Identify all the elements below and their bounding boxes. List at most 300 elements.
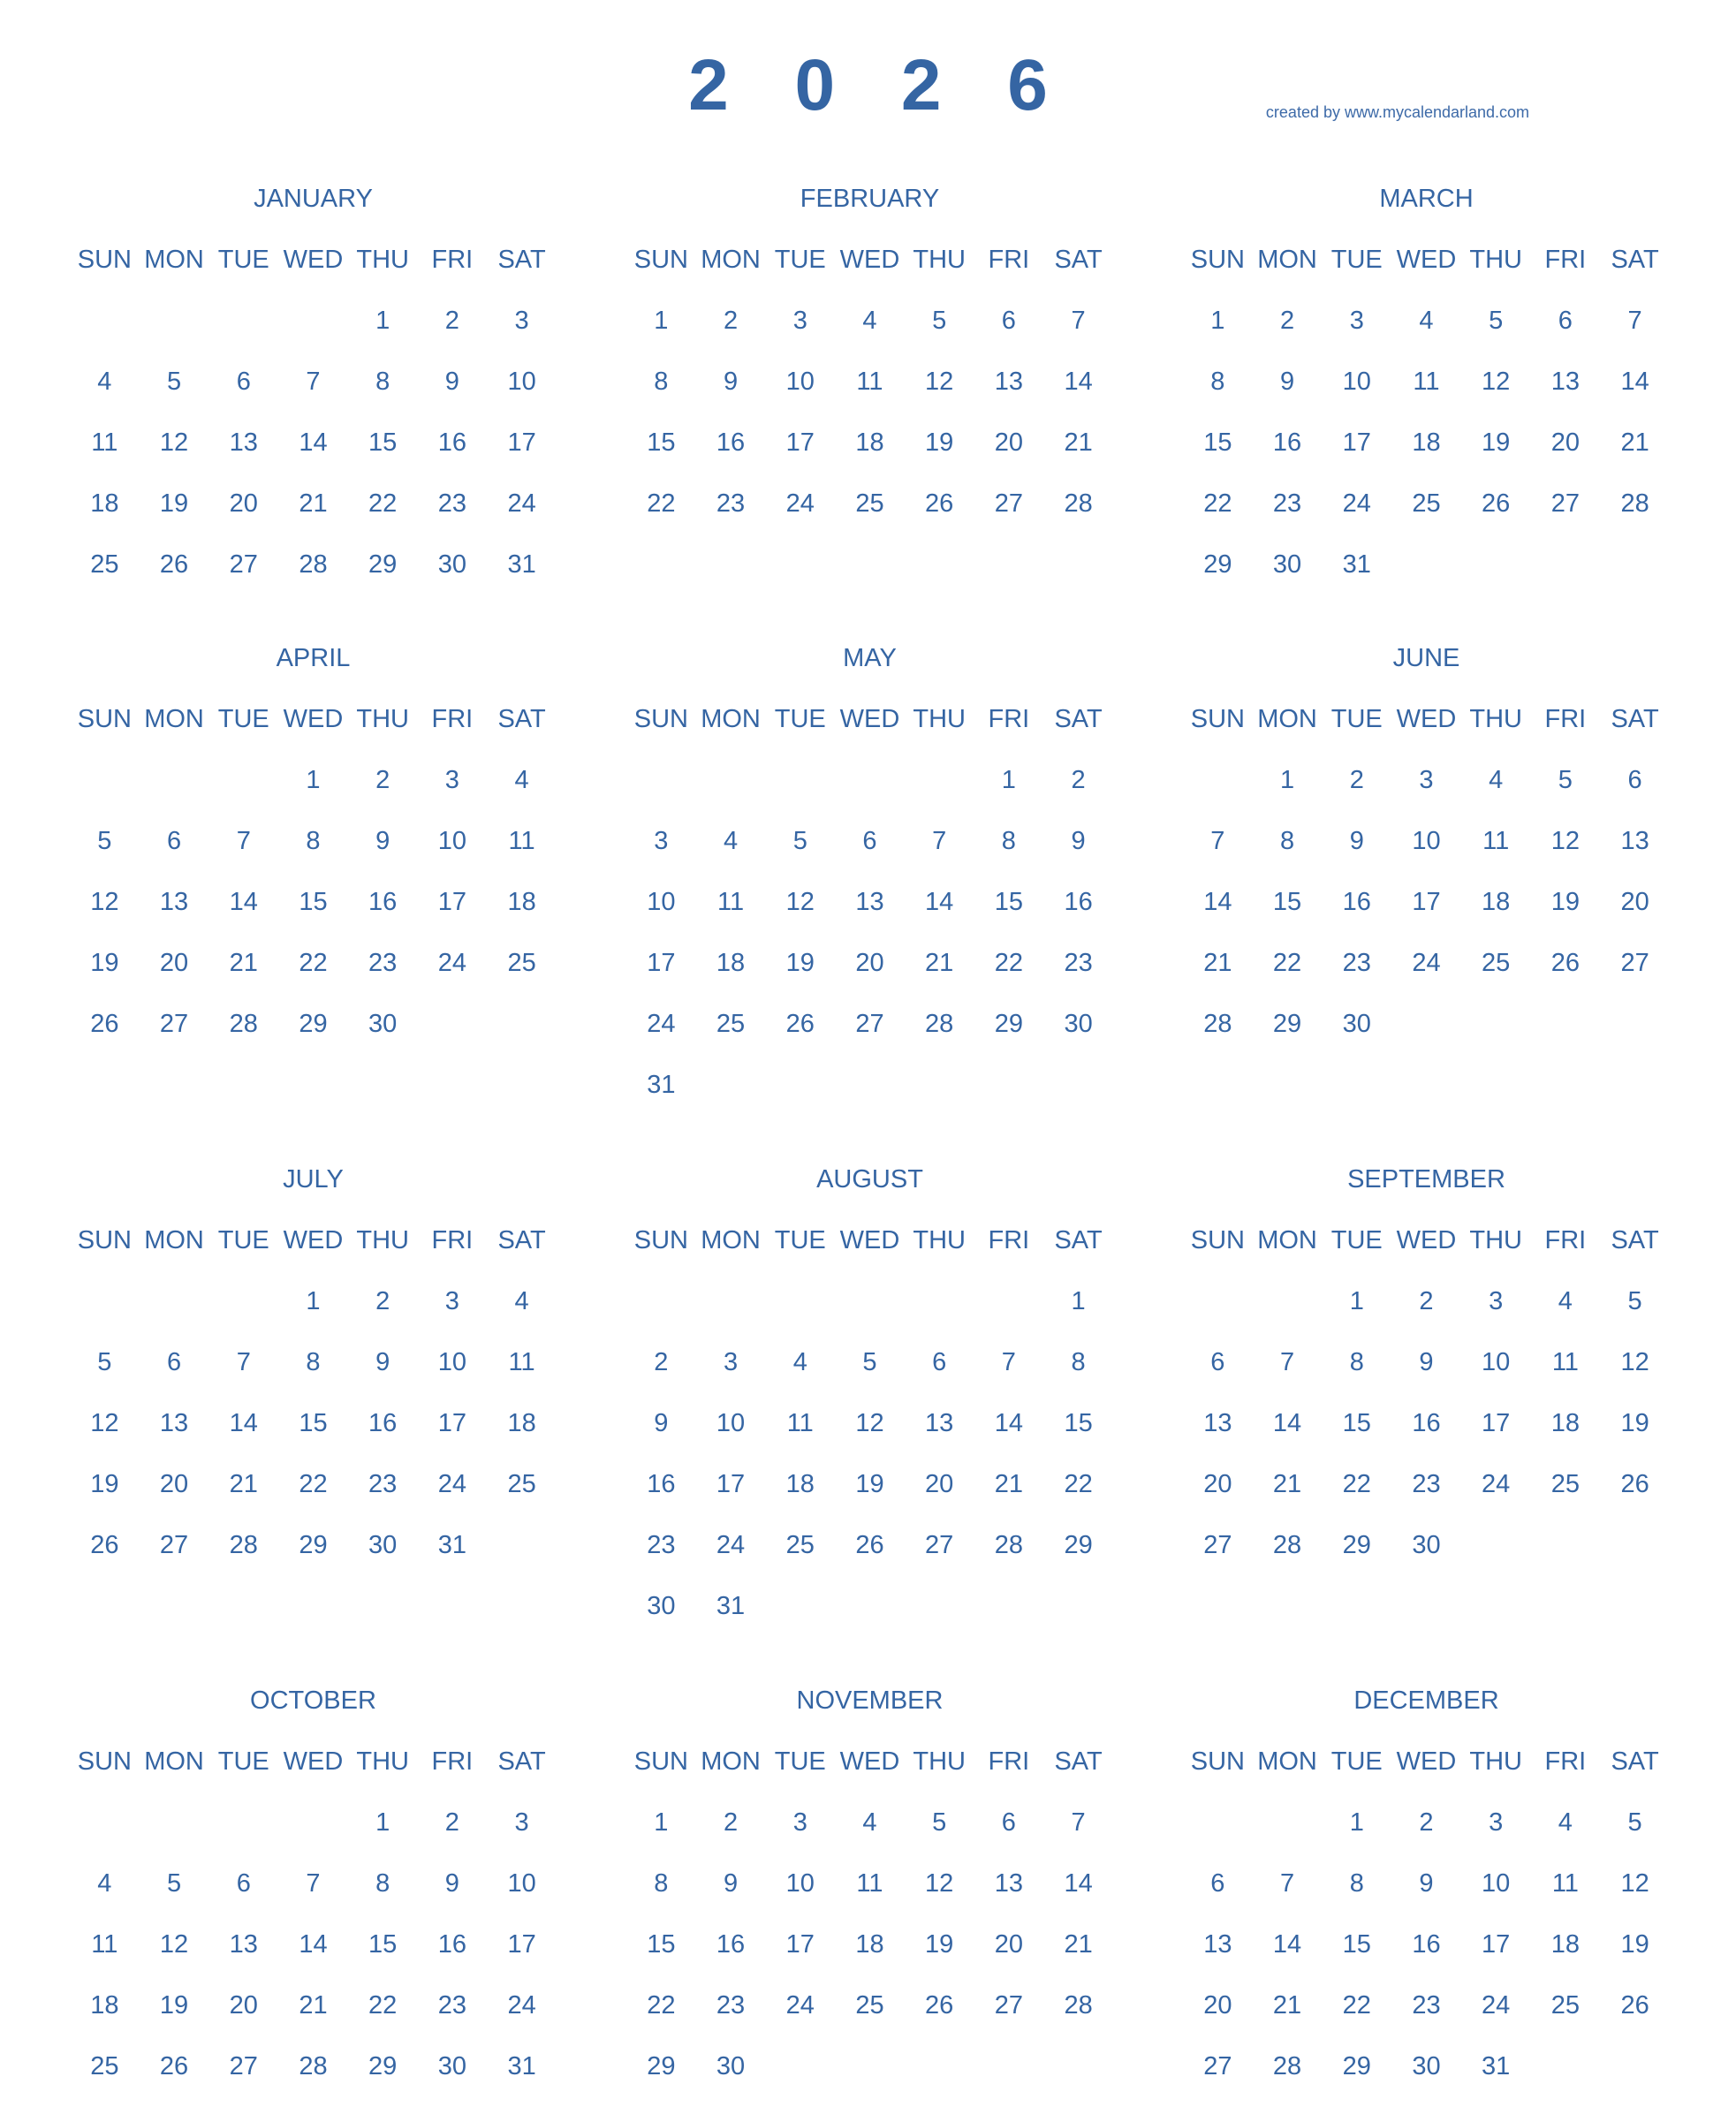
day-cell: 12 [855, 1409, 884, 1437]
day-cell: 22 [1272, 949, 1302, 977]
day-cell: 19 [925, 1930, 954, 1959]
day-cell: 3 [444, 766, 459, 794]
day-cell: 8 [1349, 1869, 1364, 1898]
weekday-header: SAT [1054, 1226, 1103, 1254]
day-cell: 12 [785, 888, 815, 916]
day-cell: 6 [166, 827, 182, 855]
empty-cell [140, 1284, 209, 1319]
weekday-header: WED [1396, 705, 1457, 733]
empty-cell [70, 1805, 140, 1840]
empty-cell [208, 303, 278, 338]
weekday-header: THU [913, 1747, 966, 1776]
day-cell: 7 [1071, 1808, 1086, 1837]
weekday-header: SUN [633, 1226, 688, 1254]
day-cell: 22 [994, 949, 1023, 977]
day-cell: 9 [723, 1869, 739, 1898]
day-cell: 27 [159, 1010, 189, 1038]
day-cell: 7 [236, 1348, 251, 1376]
day-cell: 19 [785, 949, 815, 977]
month-january [70, 181, 557, 608]
day-cell: 4 [97, 368, 112, 396]
day-cell: 24 [437, 1470, 466, 1498]
day-cell: 14 [1272, 1409, 1302, 1437]
day-cell: 9 [1279, 368, 1295, 396]
month-name: JUNE [1392, 644, 1460, 672]
day-cell: 7 [1001, 1348, 1016, 1376]
day-cell: 2 [1419, 1808, 1434, 1837]
weekday-header: MON [701, 1747, 761, 1776]
day-cell: 27 [1550, 489, 1580, 518]
day-cell: 1 [306, 1287, 321, 1315]
day-cell: 29 [1342, 2052, 1371, 2080]
day-cell: 1 [306, 766, 321, 794]
day-cell: 3 [514, 307, 529, 335]
day-cell: 28 [229, 1531, 258, 1559]
day-cell: 13 [1203, 1930, 1232, 1959]
weekday-header: THU [913, 246, 966, 274]
day-cell: 6 [236, 1869, 251, 1898]
weekday-header: SUN [77, 1747, 132, 1776]
day-cell: 17 [1342, 428, 1371, 457]
day-cell: 25 [90, 550, 119, 579]
day-cell: 25 [1482, 949, 1511, 977]
day-cell: 23 [1412, 1991, 1441, 2020]
day-cell: 5 [1558, 766, 1573, 794]
day-cell: 6 [1627, 766, 1642, 794]
day-cell: 28 [1064, 489, 1093, 518]
day-cell: 16 [1064, 888, 1093, 916]
day-cell: 6 [236, 368, 251, 396]
day-cell: 20 [994, 428, 1023, 457]
month-april [70, 640, 557, 1067]
weekday-header: FRI [431, 1747, 474, 1776]
weekday-header: MON [1257, 1747, 1317, 1776]
day-cell: 12 [1482, 368, 1511, 396]
empty-cell [1183, 1284, 1253, 1319]
day-cell: 19 [1620, 1409, 1649, 1437]
day-cell: 6 [1001, 1808, 1016, 1837]
day-cell: 22 [1342, 1991, 1371, 2020]
day-cell: 10 [1412, 827, 1441, 855]
empty-cell [696, 762, 766, 798]
empty-cell [140, 1805, 209, 1840]
day-cell: 22 [1064, 1470, 1093, 1498]
day-cell: 18 [507, 888, 536, 916]
day-cell: 29 [1272, 1010, 1302, 1038]
day-cell: 30 [716, 2052, 746, 2080]
day-cell: 27 [925, 1531, 954, 1559]
empty-cell [70, 303, 140, 338]
day-cell: 12 [1620, 1348, 1649, 1376]
day-cell: 24 [1342, 489, 1371, 518]
day-cell: 9 [375, 1348, 390, 1376]
day-cell: 30 [1272, 550, 1302, 579]
day-cell: 2 [1419, 1287, 1434, 1315]
day-cell: 13 [229, 428, 258, 457]
day-cell: 18 [1550, 1409, 1580, 1437]
day-cell: 7 [1071, 307, 1086, 335]
day-cell: 29 [994, 1010, 1023, 1038]
day-cell: 12 [1620, 1869, 1649, 1898]
weekday-header: SUN [77, 705, 132, 733]
day-cell: 27 [855, 1010, 884, 1038]
day-cell: 25 [1412, 489, 1441, 518]
day-cell: 21 [1272, 1991, 1302, 2020]
month-grid [1183, 1744, 1670, 2110]
day-cell: 22 [1203, 489, 1232, 518]
weekday-header: WED [839, 246, 900, 274]
month-grid [70, 701, 557, 1067]
day-cell: 8 [306, 827, 321, 855]
day-cell: 17 [437, 888, 466, 916]
day-cell: 9 [1419, 1348, 1434, 1376]
day-cell: 17 [437, 1409, 466, 1437]
month-name: SEPTEMBER [1347, 1165, 1505, 1194]
day-cell: 21 [1064, 1930, 1093, 1959]
day-cell: 20 [229, 489, 258, 518]
day-cell: 13 [994, 368, 1023, 396]
day-cell: 25 [507, 1470, 536, 1498]
day-cell: 23 [1272, 489, 1302, 518]
weekday-header: THU [356, 246, 409, 274]
day-cell: 1 [1349, 1808, 1364, 1837]
weekday-header: MON [701, 246, 761, 274]
day-cell: 20 [925, 1470, 954, 1498]
day-cell: 21 [1620, 428, 1649, 457]
day-cell: 31 [1482, 2052, 1511, 2080]
empty-cell [140, 303, 209, 338]
weekday-header: FRI [1544, 1226, 1587, 1254]
day-cell: 11 [508, 1348, 535, 1376]
day-cell: 28 [1064, 1991, 1093, 2020]
day-cell: 1 [1001, 766, 1016, 794]
weekday-header: THU [1469, 1747, 1522, 1776]
day-cell: 11 [508, 827, 535, 855]
weekday-header: SAT [497, 246, 546, 274]
day-cell: 30 [1412, 2052, 1441, 2080]
day-cell: 2 [723, 1808, 739, 1837]
day-cell: 10 [785, 1869, 815, 1898]
day-cell: 2 [1349, 766, 1364, 794]
day-cell: 1 [1349, 1287, 1364, 1315]
day-cell: 25 [90, 2052, 119, 2080]
day-cell: 9 [444, 1869, 459, 1898]
day-cell: 10 [507, 368, 536, 396]
day-cell: 20 [1203, 1991, 1232, 2020]
day-cell: 20 [159, 1470, 189, 1498]
day-cell: 30 [368, 1010, 398, 1038]
day-cell: 1 [1071, 1287, 1086, 1315]
day-cell: 15 [299, 1409, 328, 1437]
day-cell: 23 [716, 1991, 746, 2020]
empty-cell [70, 762, 140, 798]
weekday-header: SAT [1054, 246, 1103, 274]
month-grid [1183, 242, 1670, 608]
day-cell: 25 [1550, 1470, 1580, 1498]
weekday-header: WED [283, 1226, 344, 1254]
day-cell: 18 [716, 949, 746, 977]
day-cell: 8 [1279, 827, 1295, 855]
day-cell: 22 [1342, 1470, 1371, 1498]
day-cell: 15 [368, 428, 398, 457]
empty-cell [1183, 1805, 1253, 1840]
day-cell: 6 [932, 1348, 947, 1376]
day-cell: 18 [1412, 428, 1441, 457]
day-cell: 25 [1550, 1991, 1580, 2020]
day-cell: 6 [862, 827, 877, 855]
day-cell: 29 [299, 1531, 328, 1559]
day-cell: 17 [647, 949, 676, 977]
day-cell: 14 [1203, 888, 1232, 916]
day-cell: 1 [1279, 766, 1295, 794]
day-cell: 10 [716, 1409, 746, 1437]
day-cell: 3 [654, 827, 669, 855]
day-cell: 27 [229, 2052, 258, 2080]
month-february [626, 181, 1113, 547]
day-cell: 20 [1550, 428, 1580, 457]
month-name: FEBRUARY [800, 185, 940, 213]
day-cell: 9 [1071, 827, 1086, 855]
day-cell: 3 [1489, 1287, 1504, 1315]
day-cell: 29 [1064, 1531, 1093, 1559]
day-cell: 21 [229, 1470, 258, 1498]
weekday-header: SAT [1611, 1226, 1659, 1254]
day-cell: 26 [1482, 489, 1511, 518]
empty-cell [974, 1284, 1044, 1319]
day-cell: 26 [1550, 949, 1580, 977]
day-cell: 10 [1342, 368, 1371, 396]
day-cell: 26 [1620, 1470, 1649, 1498]
day-cell: 15 [1272, 888, 1302, 916]
empty-cell [140, 762, 209, 798]
month-may [626, 640, 1113, 1128]
day-cell: 19 [1550, 888, 1580, 916]
day-cell: 25 [507, 949, 536, 977]
day-cell: 9 [375, 827, 390, 855]
day-cell: 23 [368, 1470, 398, 1498]
month-grid [626, 1744, 1113, 2110]
weekday-header: WED [283, 1747, 344, 1776]
day-cell: 4 [792, 1348, 807, 1376]
day-cell: 9 [1349, 827, 1364, 855]
day-cell: 7 [236, 827, 251, 855]
day-cell: 14 [994, 1409, 1023, 1437]
day-cell: 19 [855, 1470, 884, 1498]
empty-cell [278, 303, 348, 338]
day-cell: 29 [1342, 1531, 1371, 1559]
day-cell: 10 [437, 1348, 466, 1376]
day-cell: 12 [90, 888, 119, 916]
day-cell: 16 [716, 428, 746, 457]
day-cell: 1 [1210, 307, 1225, 335]
day-cell: 26 [90, 1531, 119, 1559]
day-cell: 10 [437, 827, 466, 855]
day-cell: 16 [368, 1409, 398, 1437]
day-cell: 5 [97, 827, 112, 855]
day-cell: 7 [1627, 307, 1642, 335]
day-cell: 13 [1620, 827, 1649, 855]
day-cell: 18 [90, 489, 119, 518]
weekday-header: MON [1257, 1226, 1317, 1254]
weekday-header: THU [1469, 246, 1522, 274]
day-cell: 7 [306, 368, 321, 396]
day-cell: 4 [514, 766, 529, 794]
weekday-header: WED [1396, 1747, 1457, 1776]
day-cell: 26 [90, 1010, 119, 1038]
day-cell: 17 [716, 1470, 746, 1498]
day-cell: 16 [1342, 888, 1371, 916]
day-cell: 5 [97, 1348, 112, 1376]
day-cell: 3 [1349, 307, 1364, 335]
weekday-header: TUE [217, 1226, 269, 1254]
day-cell: 4 [514, 1287, 529, 1315]
weekday-header: WED [839, 705, 900, 733]
day-cell: 3 [723, 1348, 739, 1376]
month-name: DECEMBER [1353, 1686, 1499, 1715]
weekday-header: WED [283, 705, 344, 733]
weekday-header: TUE [217, 705, 269, 733]
month-name: JULY [283, 1165, 344, 1194]
day-cell: 22 [647, 489, 676, 518]
day-cell: 9 [1419, 1869, 1434, 1898]
credit-text: created by www.mycalendarland.com [1265, 103, 1530, 121]
month-grid [1183, 1223, 1670, 1588]
day-cell: 28 [229, 1010, 258, 1038]
day-cell: 3 [514, 1808, 529, 1837]
day-cell: 7 [932, 827, 947, 855]
day-cell: 21 [1203, 949, 1232, 977]
day-cell: 8 [1210, 368, 1225, 396]
day-cell: 11 [786, 1409, 814, 1437]
day-cell: 11 [1551, 1348, 1579, 1376]
month-name: AUGUST [816, 1165, 923, 1194]
day-cell: 31 [437, 1531, 466, 1559]
day-cell: 24 [647, 1010, 676, 1038]
day-cell: 16 [368, 888, 398, 916]
day-cell: 23 [1342, 949, 1371, 977]
day-cell: 4 [862, 307, 877, 335]
day-cell: 7 [306, 1869, 321, 1898]
month-name: APRIL [276, 644, 351, 672]
day-cell: 27 [229, 550, 258, 579]
day-cell: 4 [862, 1808, 877, 1837]
weekday-header: SUN [633, 246, 688, 274]
day-cell: 15 [299, 888, 328, 916]
day-cell: 23 [368, 949, 398, 977]
weekday-header: THU [913, 1226, 966, 1254]
weekday-header: THU [913, 705, 966, 733]
weekday-header: SUN [1190, 1226, 1245, 1254]
day-cell: 21 [925, 949, 954, 977]
month-grid [626, 1223, 1113, 1649]
day-cell: 19 [90, 1470, 119, 1498]
day-cell: 26 [1620, 1991, 1649, 2020]
day-cell: 3 [792, 1808, 807, 1837]
weekday-header: SUN [633, 705, 688, 733]
day-cell: 24 [1482, 1991, 1511, 2020]
day-cell: 5 [1489, 307, 1504, 335]
day-cell: 11 [91, 1930, 118, 1959]
day-cell: 6 [1210, 1869, 1225, 1898]
day-cell: 8 [654, 1869, 669, 1898]
day-cell: 28 [925, 1010, 954, 1038]
day-cell: 20 [229, 1991, 258, 2020]
weekday-header: MON [144, 1747, 204, 1776]
weekday-header: FRI [988, 1226, 1030, 1254]
weekday-header: SAT [497, 1226, 546, 1254]
weekday-header: TUE [1330, 1747, 1383, 1776]
day-cell: 8 [1349, 1348, 1364, 1376]
day-cell: 18 [855, 428, 884, 457]
day-cell: 3 [444, 1287, 459, 1315]
weekday-header: THU [1469, 1226, 1522, 1254]
day-cell: 3 [1419, 766, 1434, 794]
day-cell: 24 [507, 1991, 536, 2020]
day-cell: 10 [785, 368, 815, 396]
day-cell: 18 [1482, 888, 1511, 916]
day-cell: 22 [299, 1470, 328, 1498]
day-cell: 2 [654, 1348, 669, 1376]
day-cell: 18 [785, 1470, 815, 1498]
month-name: JANUARY [254, 185, 373, 213]
day-cell: 15 [1342, 1409, 1371, 1437]
day-cell: 16 [437, 1930, 466, 1959]
day-cell: 20 [159, 949, 189, 977]
day-cell: 17 [507, 1930, 536, 1959]
day-cell: 31 [716, 1592, 746, 1620]
weekday-header: TUE [774, 1226, 826, 1254]
day-cell: 19 [90, 949, 119, 977]
day-cell: 19 [159, 489, 189, 518]
day-cell: 29 [1203, 550, 1232, 579]
day-cell: 27 [1203, 2052, 1232, 2080]
day-cell: 1 [375, 1808, 390, 1837]
weekday-header: TUE [1330, 1226, 1383, 1254]
month-grid [70, 1223, 557, 1588]
day-cell: 16 [437, 428, 466, 457]
day-cell: 26 [785, 1010, 815, 1038]
day-cell: 24 [437, 949, 466, 977]
day-cell: 15 [647, 428, 676, 457]
day-cell: 25 [855, 489, 884, 518]
weekday-header: TUE [774, 246, 826, 274]
day-cell: 3 [792, 307, 807, 335]
day-cell: 14 [1272, 1930, 1302, 1959]
day-cell: 23 [1064, 949, 1093, 977]
day-cell: 24 [1412, 949, 1441, 977]
day-cell: 18 [90, 1991, 119, 2020]
weekday-header: THU [356, 705, 409, 733]
day-cell: 11 [1551, 1869, 1579, 1898]
day-cell: 10 [1482, 1869, 1511, 1898]
day-cell: 7 [1279, 1348, 1295, 1376]
empty-cell [626, 1284, 696, 1319]
month-grid [626, 701, 1113, 1128]
weekday-header: FRI [1544, 246, 1587, 274]
month-november [626, 1683, 1113, 2110]
day-cell: 6 [1558, 307, 1573, 335]
day-cell: 30 [437, 550, 466, 579]
day-cell: 8 [1001, 827, 1016, 855]
weekday-header: SAT [497, 1747, 546, 1776]
day-cell: 28 [1272, 2052, 1302, 2080]
day-cell: 17 [785, 428, 815, 457]
day-cell: 28 [1203, 1010, 1232, 1038]
day-cell: 30 [647, 1592, 676, 1620]
day-cell: 17 [1482, 1930, 1511, 1959]
day-cell: 18 [1550, 1930, 1580, 1959]
empty-cell [905, 1284, 974, 1319]
